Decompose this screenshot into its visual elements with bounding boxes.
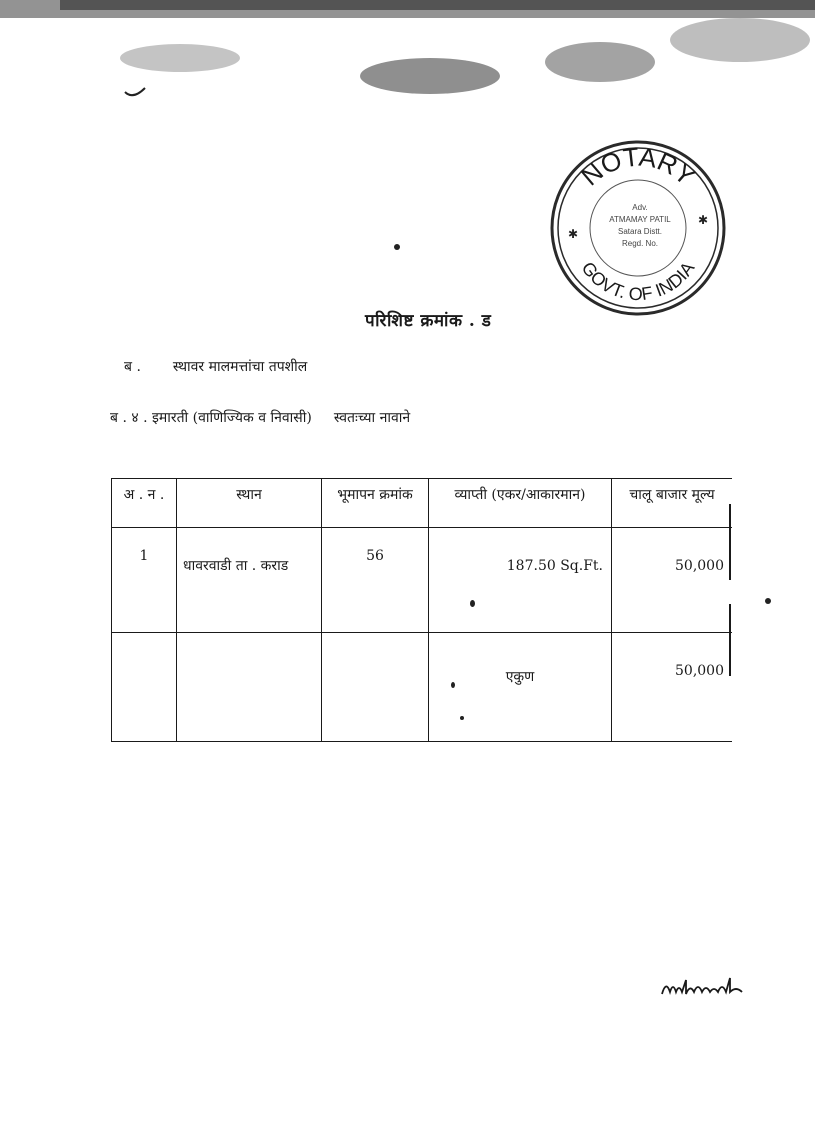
cell-market-value: 50,000 [612,528,733,633]
stamp-top-text: NOTARY [575,141,701,192]
stamp-inner-line: Satara Distt. [617,227,663,236]
header-serial: अ . न . [112,479,177,528]
section-prefix: ब . [124,359,141,375]
document-title: परिशिष्ट क्रमांक . ड [365,311,492,331]
scan-speck [765,598,771,604]
scan-noise-top [0,0,815,130]
table-right-border [729,504,731,580]
scan-speck [460,716,464,720]
header-area: व्याप्ती (एकर/आकारमान) [429,479,612,528]
cell-empty [322,633,429,742]
property-table [111,478,732,742]
notary-stamp [548,138,728,318]
scan-speck [394,244,400,250]
cell-location: धावरवाडी ता . कराड [177,528,322,633]
stamp-inner-line: Regd. No. [621,239,659,248]
svg-text:NOTARY [575,142,701,192]
header-survey-no: भूमापन क्रमांक [322,479,429,528]
section-text: स्थावर मालमत्तांचा तपशील [172,359,308,375]
svg-text:GOVT. OF INDIA [578,258,699,304]
total-value: 50,000 [612,633,733,742]
svg-text:✱: ✱ [568,227,579,241]
stamp-inner-line: Adv. [632,203,648,212]
header-location: स्थान [177,479,322,528]
svg-text:✱: ✱ [698,213,709,227]
table-right-border [729,604,731,676]
subsection-prefix: ब . ४ . इमारती (वाणिज्यिक व निवासी) [110,410,312,426]
subsection-heading [110,408,410,427]
stamp-inner-line: ATMAMAY PATIL [609,215,671,224]
cell-area: 187.50 Sq.Ft. [429,528,612,633]
table-header-row [112,479,733,528]
table-row [112,528,733,633]
subsection-text: स्वतःच्या नावाने [333,410,411,426]
cell-empty [112,633,177,742]
total-label: एकुण [429,633,612,742]
scan-speck [470,600,475,607]
cell-serial: 1 [112,528,177,633]
table-total-row [112,633,733,742]
signature [660,972,750,1002]
header-market-value: चालू बाजार मूल्य [612,479,733,528]
cell-empty [177,633,322,742]
cell-survey-no: 56 [322,528,429,633]
scan-speck [451,682,455,688]
section-heading [124,357,307,376]
stamp-bottom-text: GOVT. OF INDIA [577,258,699,305]
